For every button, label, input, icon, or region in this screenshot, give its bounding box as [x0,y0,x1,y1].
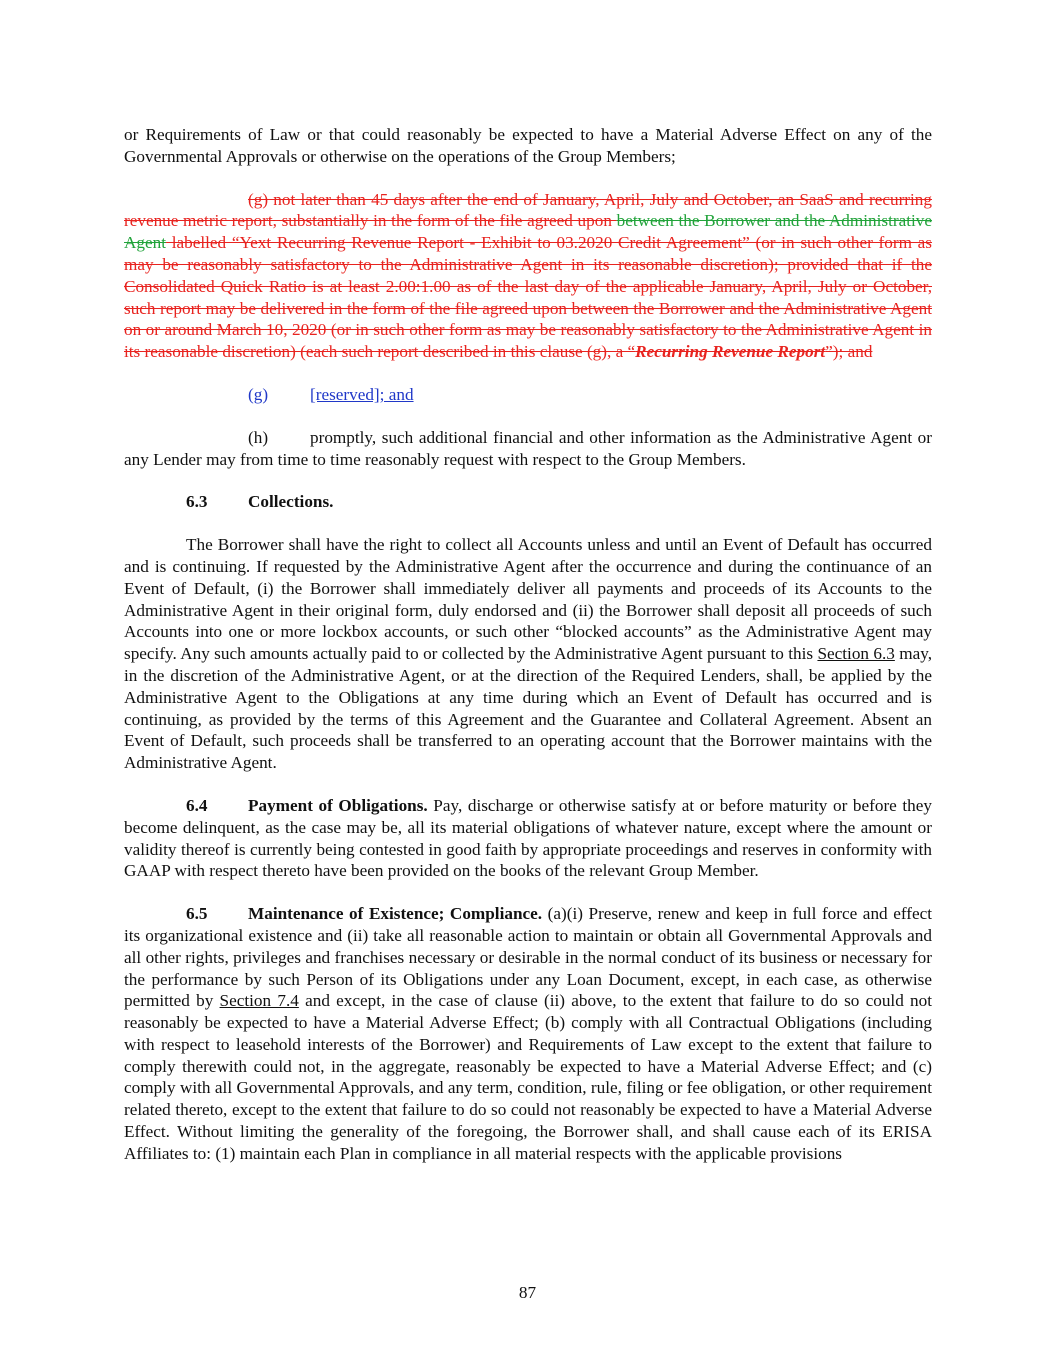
inserted-text: [reserved]; and [310,384,414,404]
page-number: 87 [518,1283,537,1302]
cross-reference: Section 6.3 [817,644,895,664]
clause-text: promptly, such additional financial and other information as the Administrative Agent or any Lender may from time to time reasonably request with respect to the Group Members. [124,427,932,469]
section-number: 6.4 [186,795,208,815]
section-title: Maintenance of Existence; Compliance. [248,904,543,924]
deleted-text: ”); and [825,342,873,362]
deleted-defined-term: Recurring Revenue Report [635,342,826,362]
section-title: Collections. [248,492,334,512]
inserted-clause-g [124,384,932,406]
deleted-text: labelled “Yext Recurring Revenue Report - Exhibit to 03.2020 Credit Agreement” (or in such other form as may be reasonably satisfactory to the Administrative Agent in its reasonable discretion); provided that if the Consolidated Quick Ratio is at least 2.00:1.00 as of the last day of the applicable January, April, July or October, such report may be delivered in the form of the file agreed upon between the Borrower and the Administrative Agent on or around March 10, 2020 (or in such other form as may be reasonably satisfactory to the Administrative Agent in its reasonable discretion) (each such report described in this clause (g), a “ [124,233,932,362]
section-number: 6.3 [186,492,208,512]
paragraph-continuation: or Requirements of Law or that could reasonably be expected to have a Material Adverse Effect on any of the Governmental Approvals or otherwise on the operations of the Group Members; [124,125,932,166]
document-page [124,124,932,1165]
section-title: Payment of Obligations. [248,795,428,815]
section-6-4: 6.4 Payment of Obligations. Pay, discharge or otherwise satisfy at or before maturity or before they become delinquent, as the case may be, all its material obligations of whatever nature, except where the amount or validity thereof is currently being contested in good faith by appropriate proceedings and reserves in conformity with GAAP with respect thereto have been provided on the books of the relevant Group Member. [124,795,932,881]
section-6-3-heading [124,491,932,513]
section-6-3-body: The Borrower shall have the right to collect all Accounts unless and until an Event of Default has occurred and is continuing. If requested by the Administrative Agent after the occurrence and during the continuance of an Event of Default, (i) the Borrower shall immediately deliver all payments and proceeds of its Accounts to the Administrative Agent in their original form, duly endorsed and (ii) the Borrower shall deposit all proceeds of such Accounts into one or more lockbox accounts, or such other “blocked accounts” as the Administrative Agent may specify. Any such amounts actually paid to or collected by the Administrative Agent pursuant to this Section 6.3 may, in the discretion of the Administrative Agent, or at the direction of the Required Lenders, shall, be applied by the Administrative Agent to the Obligations at any time during which an Event of Default has occurred and is continuing, as provided by the terms of this Agreement and the Guarantee and Collateral Agreement. Absent an Event of Default, such proceeds shall be transferred to an operating account that the Borrower maintains with the Administrative Agent. [124,535,932,773]
cross-reference: Section 7.4 [219,991,299,1011]
deleted-clause-g [124,189,932,363]
deleted-text: (g) not later than 45 days after the end of January, April, July and October, an SaaS and recurring revenue metric report, substantially in the form of the file agreed upon [124,189,932,231]
section-number: 6.5 [186,904,208,924]
clause-h [124,427,932,471]
section-6-5: 6.5 Maintenance of Existence; Compliance. (a)(i) Preserve, renew and keep in full force and effect its organizational existence and (ii) take all reasonable action to maintain or obtain all Governmental Approvals and all other rights, privileges and franchises necessary or desirable in the normal conduct of its business or necessary for the performance by such Person of its Obligations under any Loan Document, except, in each case, as otherwise permitted by Section 7.4 and except, in the case of clause (ii) above, to the extent that failure to do so could not reasonably be expected to have a Material Adverse Effect; (b) comply with all Contractual Obligations (including with respect to leasehold interests of the Borrower) and Requirements of Law except to the extent that failure to comply therewith could not, in the aggregate, reasonably be expected to have a Material Adverse Effect; and (c) comply with all Governmental Approvals, and any term, condition, rule, filing or fee obligation, or other requirement related thereto, except to the extent that failure to do so could not reasonably be expected to have a Material Adverse Effect. Without limiting the generality of the foregoing, the Borrower shall, and shall cause each of its ERISA Affiliates to: (1) maintain each Plan in compliance in all material respects with the applicable provisions [124,904,933,1163]
clause-label: (h) [248,427,269,447]
moved-deleted-text: between the Borrower and the Administrative Agent [124,211,932,253]
clause-label: (g) [248,384,269,404]
